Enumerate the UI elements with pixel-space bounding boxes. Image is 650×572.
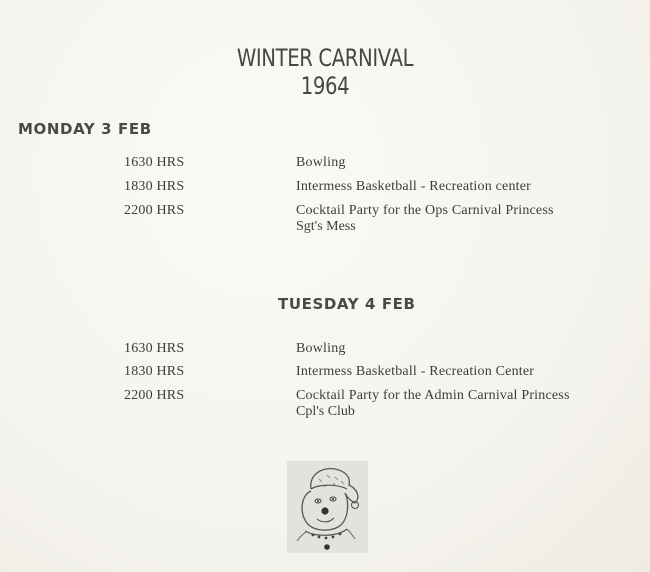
event-time: 1630 HRS [124,341,185,356]
schedule-row [0,179,650,199]
event-location: Cpl's Club [296,404,355,419]
schedule-row [0,364,650,384]
event-time: 1830 HRS [124,364,185,379]
schedule-row [0,341,650,361]
event-description: Bowling [296,155,346,170]
document-title: WINTER CARNIVAL 1964 [236,44,414,100]
day-heading-monday: MONDAY 3 FEB [18,120,152,138]
event-description: Intermess Basketball - Recreation Center [296,364,535,379]
event-description: Bowling [296,341,346,356]
event-time: 2200 HRS [124,388,185,403]
schedule-row [0,203,650,239]
snowman-mascot-icon [287,461,368,553]
event-description: Cocktail Party for the Admin Carnival Princess [296,388,570,403]
event-time: 1830 HRS [124,179,185,194]
event-location: Sgt's Mess [296,219,356,234]
day-heading-tuesday: TUESDAY 4 FEB [278,295,416,313]
schedule-row [0,388,650,424]
event-description: Cocktail Party for the Ops Carnival Princess [296,203,554,218]
event-time: 2200 HRS [124,203,185,218]
event-description: Intermess Basketball - Recreation center [296,179,532,194]
event-time: 1630 HRS [124,155,185,170]
schedule-row [0,155,650,175]
